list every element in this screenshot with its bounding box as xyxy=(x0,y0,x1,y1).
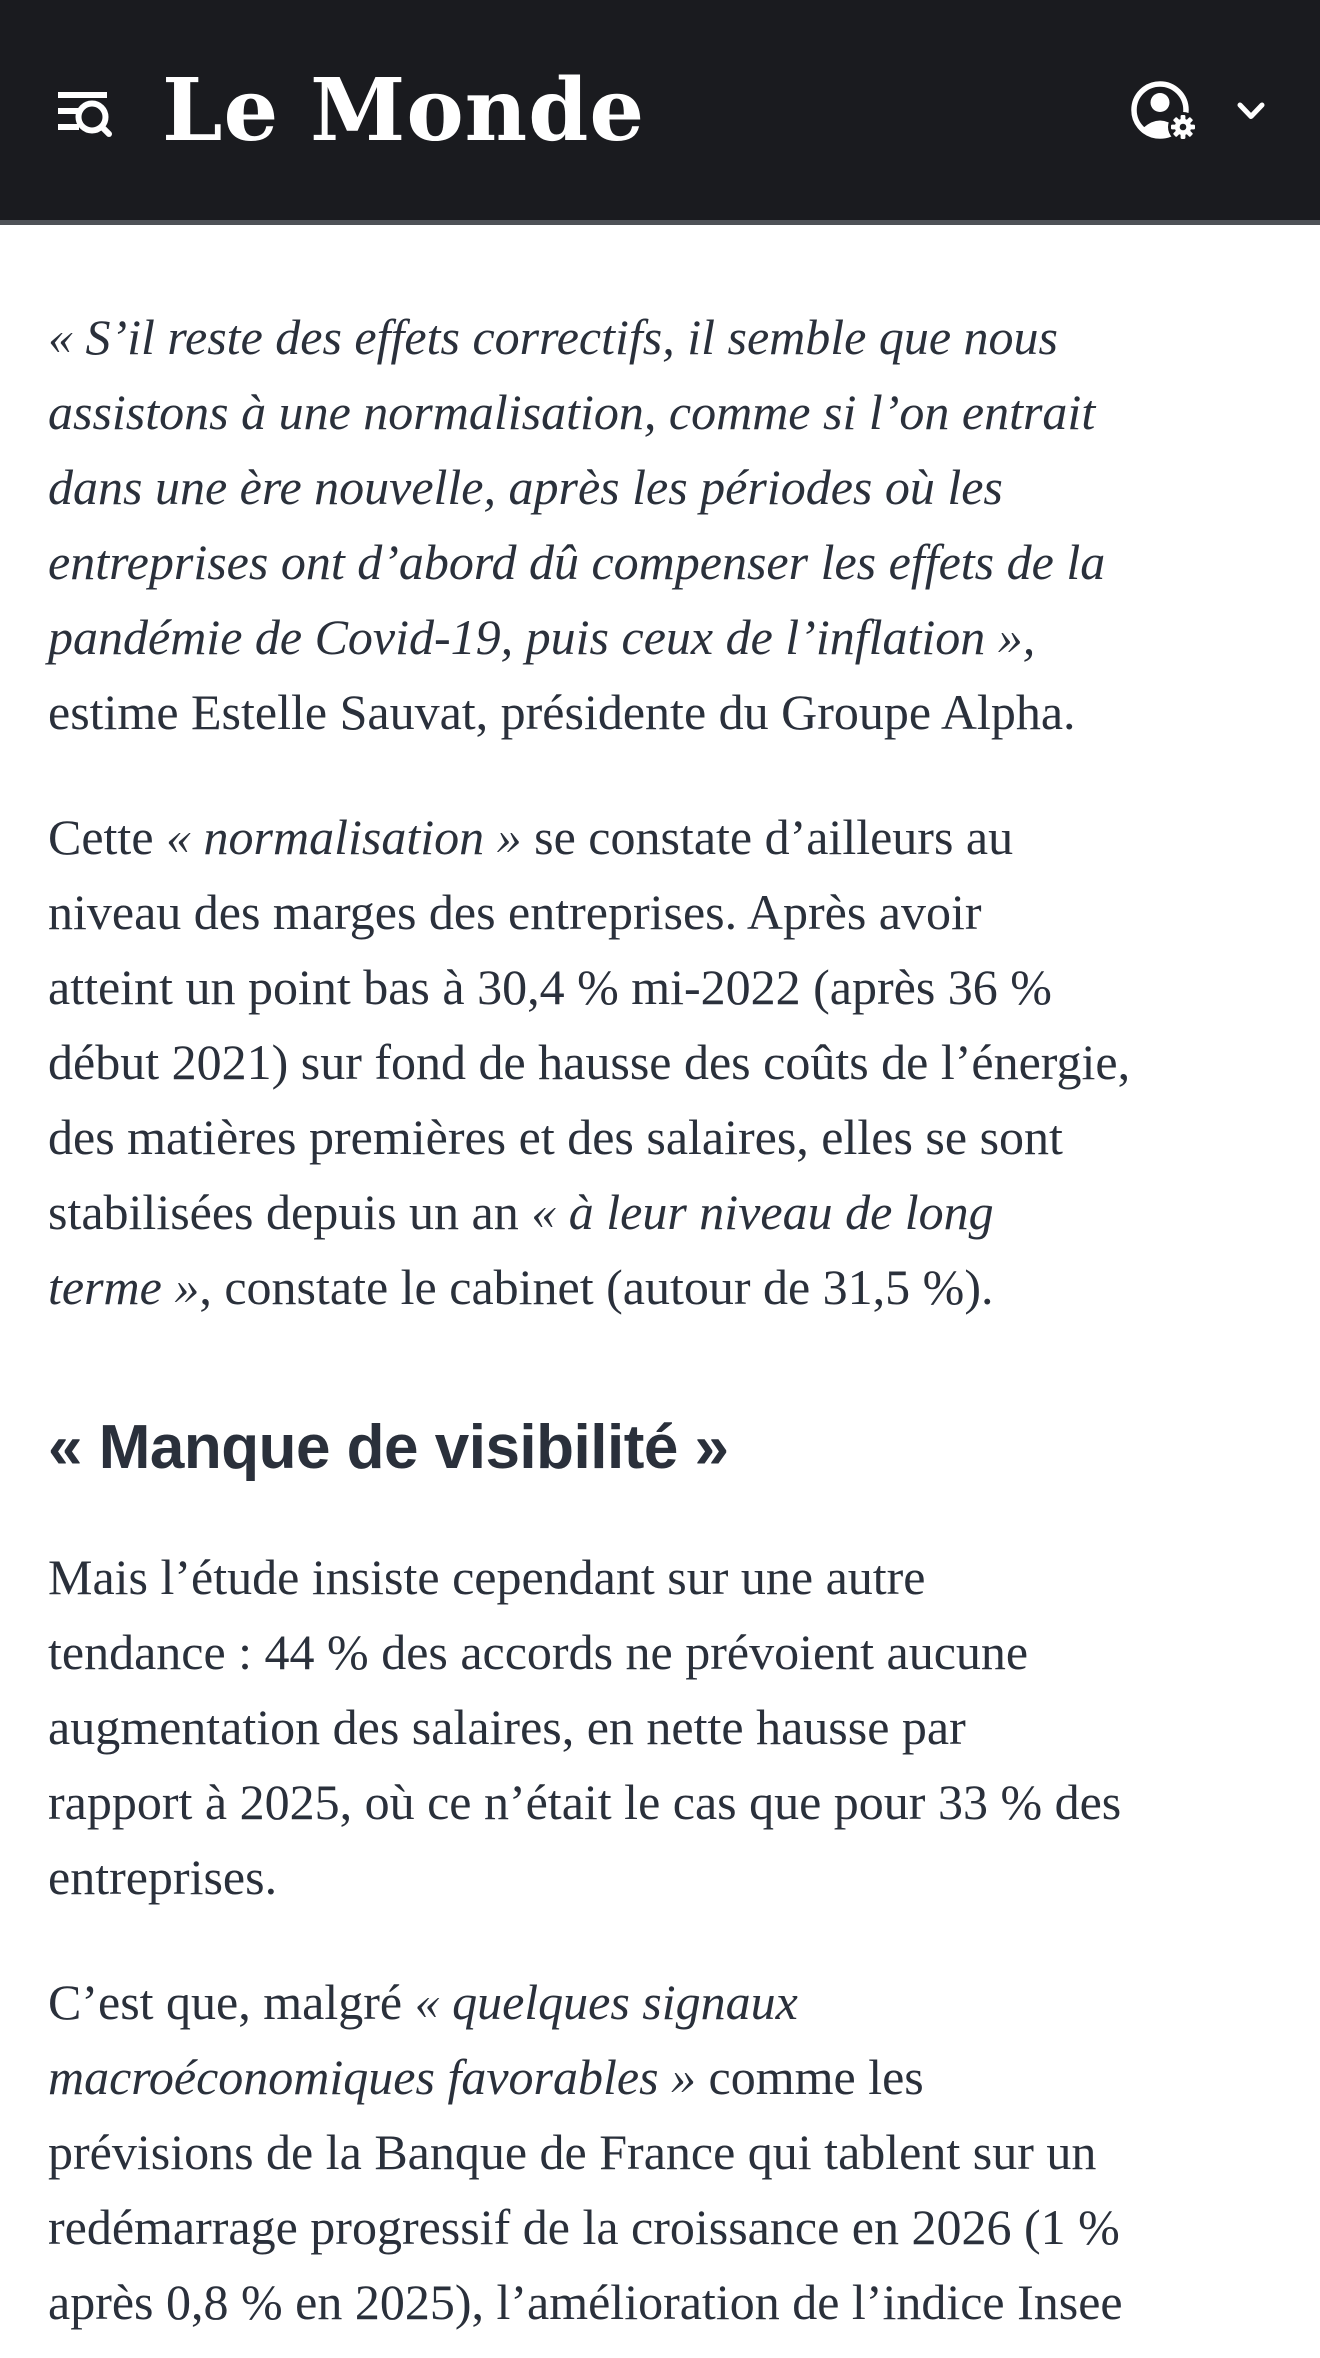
text-line: Cette « normalisation » se constate d’ailleurs au xyxy=(48,809,1014,865)
article-paragraph xyxy=(48,800,1272,1325)
account-menu-button[interactable] xyxy=(1130,75,1270,145)
site-header xyxy=(0,0,1320,220)
menu-search-button[interactable] xyxy=(50,77,116,143)
text-line: entreprises ont d’abord dû compenser les effets de la xyxy=(48,534,1106,590)
text-line: redémarrage progressif de la croissance en 2026 (1 % xyxy=(48,2199,1120,2255)
text-line: terme », constate le cabinet (autour de 31,5 %). xyxy=(48,1259,994,1315)
header-actions xyxy=(1130,75,1270,145)
article-paragraph xyxy=(48,1540,1272,1915)
account-settings-icon xyxy=(1130,75,1208,145)
text-line: pandémie de Covid-19, puis ceux de l’inflation », xyxy=(48,609,1036,665)
article-paragraph xyxy=(48,1965,1272,2340)
le-monde-logo[interactable]: Le Monde xyxy=(162,59,646,161)
text-line: estime Estelle Sauvat, présidente du Groupe Alpha. xyxy=(48,684,1076,740)
text-line: prévisions de la Banque de France qui tablent sur un xyxy=(48,2124,1097,2180)
text-line: atteint un point bas à 30,4 % mi-2022 (après 36 % xyxy=(48,959,1052,1015)
text-line: augmentation des salaires, en nette hausse par xyxy=(48,1699,966,1755)
text-line: dans une ère nouvelle, après les périodes où les xyxy=(48,459,1003,515)
text-line: niveau des marges des entreprises. Après avoir xyxy=(48,884,982,940)
text-line: après 0,8 % en 2025), l’amélioration de l’indice Insee xyxy=(48,2274,1123,2330)
text-line: assistons à une normalisation, comme si l’on entrait xyxy=(48,384,1096,440)
text-line: début 2021) sur fond de hausse des coûts de l’énergie, xyxy=(48,1034,1131,1090)
text-line: « S’il reste des effets correctifs, il semble que nous xyxy=(48,309,1058,365)
menu-search-icon xyxy=(50,77,116,143)
text-line: stabilisées depuis un an « à leur niveau de long xyxy=(48,1184,994,1240)
text-line: des matières premières et des salaires, elles se sont xyxy=(48,1109,1063,1165)
text-line: entreprises. xyxy=(48,1849,278,1905)
article-body xyxy=(0,225,1320,2340)
text-line: tendance : 44 % des accords ne prévoient aucune xyxy=(48,1624,1029,1680)
chevron-down-icon xyxy=(1232,91,1270,129)
article-paragraph xyxy=(48,300,1272,750)
text-line: C’est que, malgré « quelques signaux xyxy=(48,1974,798,2030)
text-line: Mais l’étude insiste cependant sur une autre xyxy=(48,1549,926,1605)
section-heading: « Manque de visibilité » xyxy=(48,1413,729,1482)
text-line: rapport à 2025, où ce n’était le cas que pour 33 % des xyxy=(48,1774,1122,1830)
text-line: macroéconomiques favorables » comme les xyxy=(48,2049,924,2105)
